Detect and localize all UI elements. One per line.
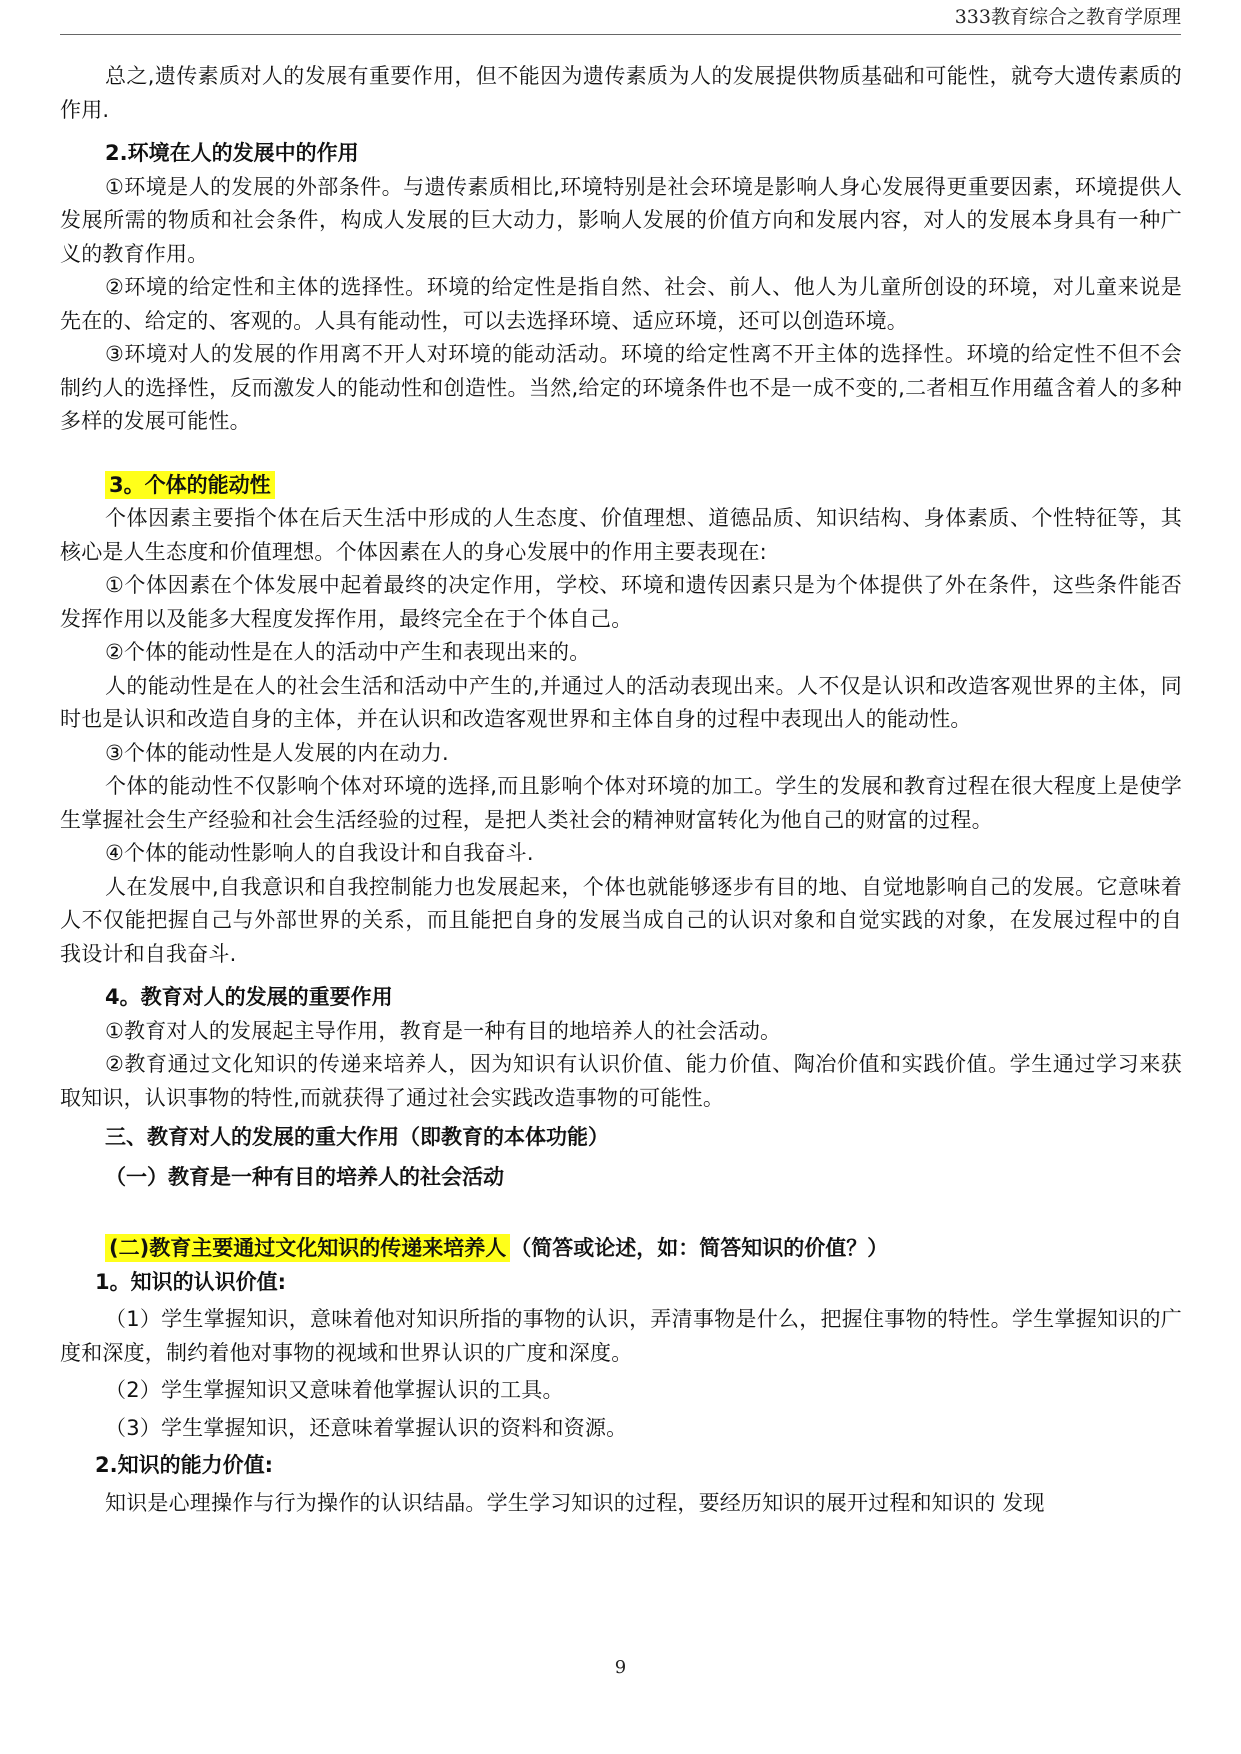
paragraph-education-2: ②教育通过文化知识的传递来培养人，因为知识有认识价值、能力价值、陶冶价值和实践价值。学生通过学习来获取知识，认识事物的特性,而就获得了通过社会实践改造事物的可能性。 [60,1052,1182,1110]
heading-subsection-two-note: （简答或论述，如：简答知识的价值？） [510,1236,889,1260]
paragraph-environment-2: ②环境的给定性和主体的选择性。环境的给定性是指自然、社会、前人、他人为儿童所创设的环境，对儿童来说是先在的、给定的、客观的。人具有能动性，可以去选择环境、适应环境，还可以创造环境。 [60,275,1182,333]
paragraph-intro: 总之,遗传素质对人的发展有重要作用，但不能因为遗传素质为人的发展提供物质基础和可能性，就夸大遗传素质的作用. [60,64,1182,122]
paragraph-environment-3: ③环境对人的发展的作用离不开人对环境的能动活动。环境的给定性离不开主体的选择性。环境的给定性不但不会制约人的选择性，反而激发人的能动性和创造性。当然,给定的环境条件也不是一成不变的,二者相互作用蕴含着人的多种多样的发展可能性。 [60,342,1182,433]
paragraph-individual-0: 个体因素主要指个体在后天生活中形成的人生态度、价值理想、道德品质、知识结构、身体素质、个性特征等，其核心是人生态度和价值理想。个体因素在人的身心发展中的作用主要表现在: [60,506,1182,564]
highlighted-heading-text: (二)教育主要通过文化知识的传递来培养人 [105,1234,510,1262]
heading-knowledge-ability-value: 2.知识的能力价值: [95,1453,273,1477]
paragraph-environment-1: ①环境是人的发展的外部条件。与遗传素质相比,环境特别是社会环境是影响人身心发展得更重要因素，环境提供人发展所需的物质和社会条件，构成人发展的巨大动力，影响人发展的价值方向和发展内容，对人的发展本身具有一种广义的教育作用。 [60,174,1182,266]
paragraph-individual-3b: 个体的能动性不仅影响个体对环境的选择,而且影响个体对环境的加工。学生的发展和教育过程在很大程度上是使学生掌握社会生产经验和社会生活经验的过程，是把人类社会的精神财富转化为他自己的财富的过程。 [60,774,1182,832]
paragraph-individual-4: ④个体的能动性影响人的自我设计和自我奋斗. [105,841,534,865]
heading-individual-initiative [60,469,1182,503]
paragraph-individual-4b: 人在发展中,自我意识和自我控制能力也发展起来，个体也就能够逐步有目的地、自觉地影响自己的发展。它意味着人不仅能把握自己与外部世界的关系，而且能把自身的发展当成自己的认识对象和自觉实践的对象，在发展过程中的自我设计和自我奋斗. [60,874,1182,966]
page-number: 9 [614,1657,627,1678]
paragraph-individual-2b: 人的能动性是在人的社会生活和活动中产生的,并通过人的活动表现出来。人不仅是认识和改造客观世界的主体，同时也是认识和改造自身的主体，并在认识和改造客观世界和主体自身的过程中表现出人的能动性。 [60,673,1182,731]
heading-subsection-two [60,1232,1182,1266]
paragraph-knowledge-1c: （3）学生掌握知识，还意味着掌握认识的资料和资源。 [105,1415,628,1440]
paragraph-individual-3: ③个体的能动性是人发展的内在动力. [105,740,449,765]
paragraph-knowledge-1b: （2）学生掌握知识又意味着他掌握认识的工具。 [105,1378,564,1402]
heading-environment: 2.环境在人的发展中的作用 [105,141,359,165]
page-header [60,2,1181,35]
heading-subsection-one: （一）教育是一种有目的培养人的社会活动 [105,1164,504,1189]
paragraph-individual-2: ②个体的能动性是在人的活动中产生和表现出来的。 [105,640,591,664]
paragraph-education-1: ①教育对人的发展起主导作用，教育是一种有目的地培养人的社会活动。 [105,1018,782,1043]
paragraph-knowledge-2: 知识是心理操作与行为操作的认识结晶。学生学习知识的过程，要经历知识的展开过程和知识的 发现 [105,1490,1045,1515]
heading-section-three: 三、教育对人的发展的重大作用（即教育的本体功能） [105,1125,609,1149]
heading-education-role: 4。教育对人的发展的重要作用 [105,985,393,1009]
header-title: 333教育综合之教育学原理 [954,6,1181,28]
heading-knowledge-cognitive-value: 1。知识的认识价值: [95,1269,287,1294]
paragraph-individual-1: ①个体因素在个体发展中起着最终的决定作用，学校、环境和遗传因素只是为个体提供了外在条件，这些条件能否发挥作用以及能多大程度发挥作用，最终完全在于个体自己。 [60,573,1182,631]
paragraph-knowledge-1a: （1）学生掌握知识，意味着他对知识所指的事物的认识，弄清事物是什么，把握住事物的特性。学生掌握知识的广度和深度，制约着他对事物的视域和世界认识的广度和深度。 [60,1307,1182,1365]
document-body [60,60,1182,1520]
highlighted-heading-text: 3。个体的能动性 [105,471,275,499]
